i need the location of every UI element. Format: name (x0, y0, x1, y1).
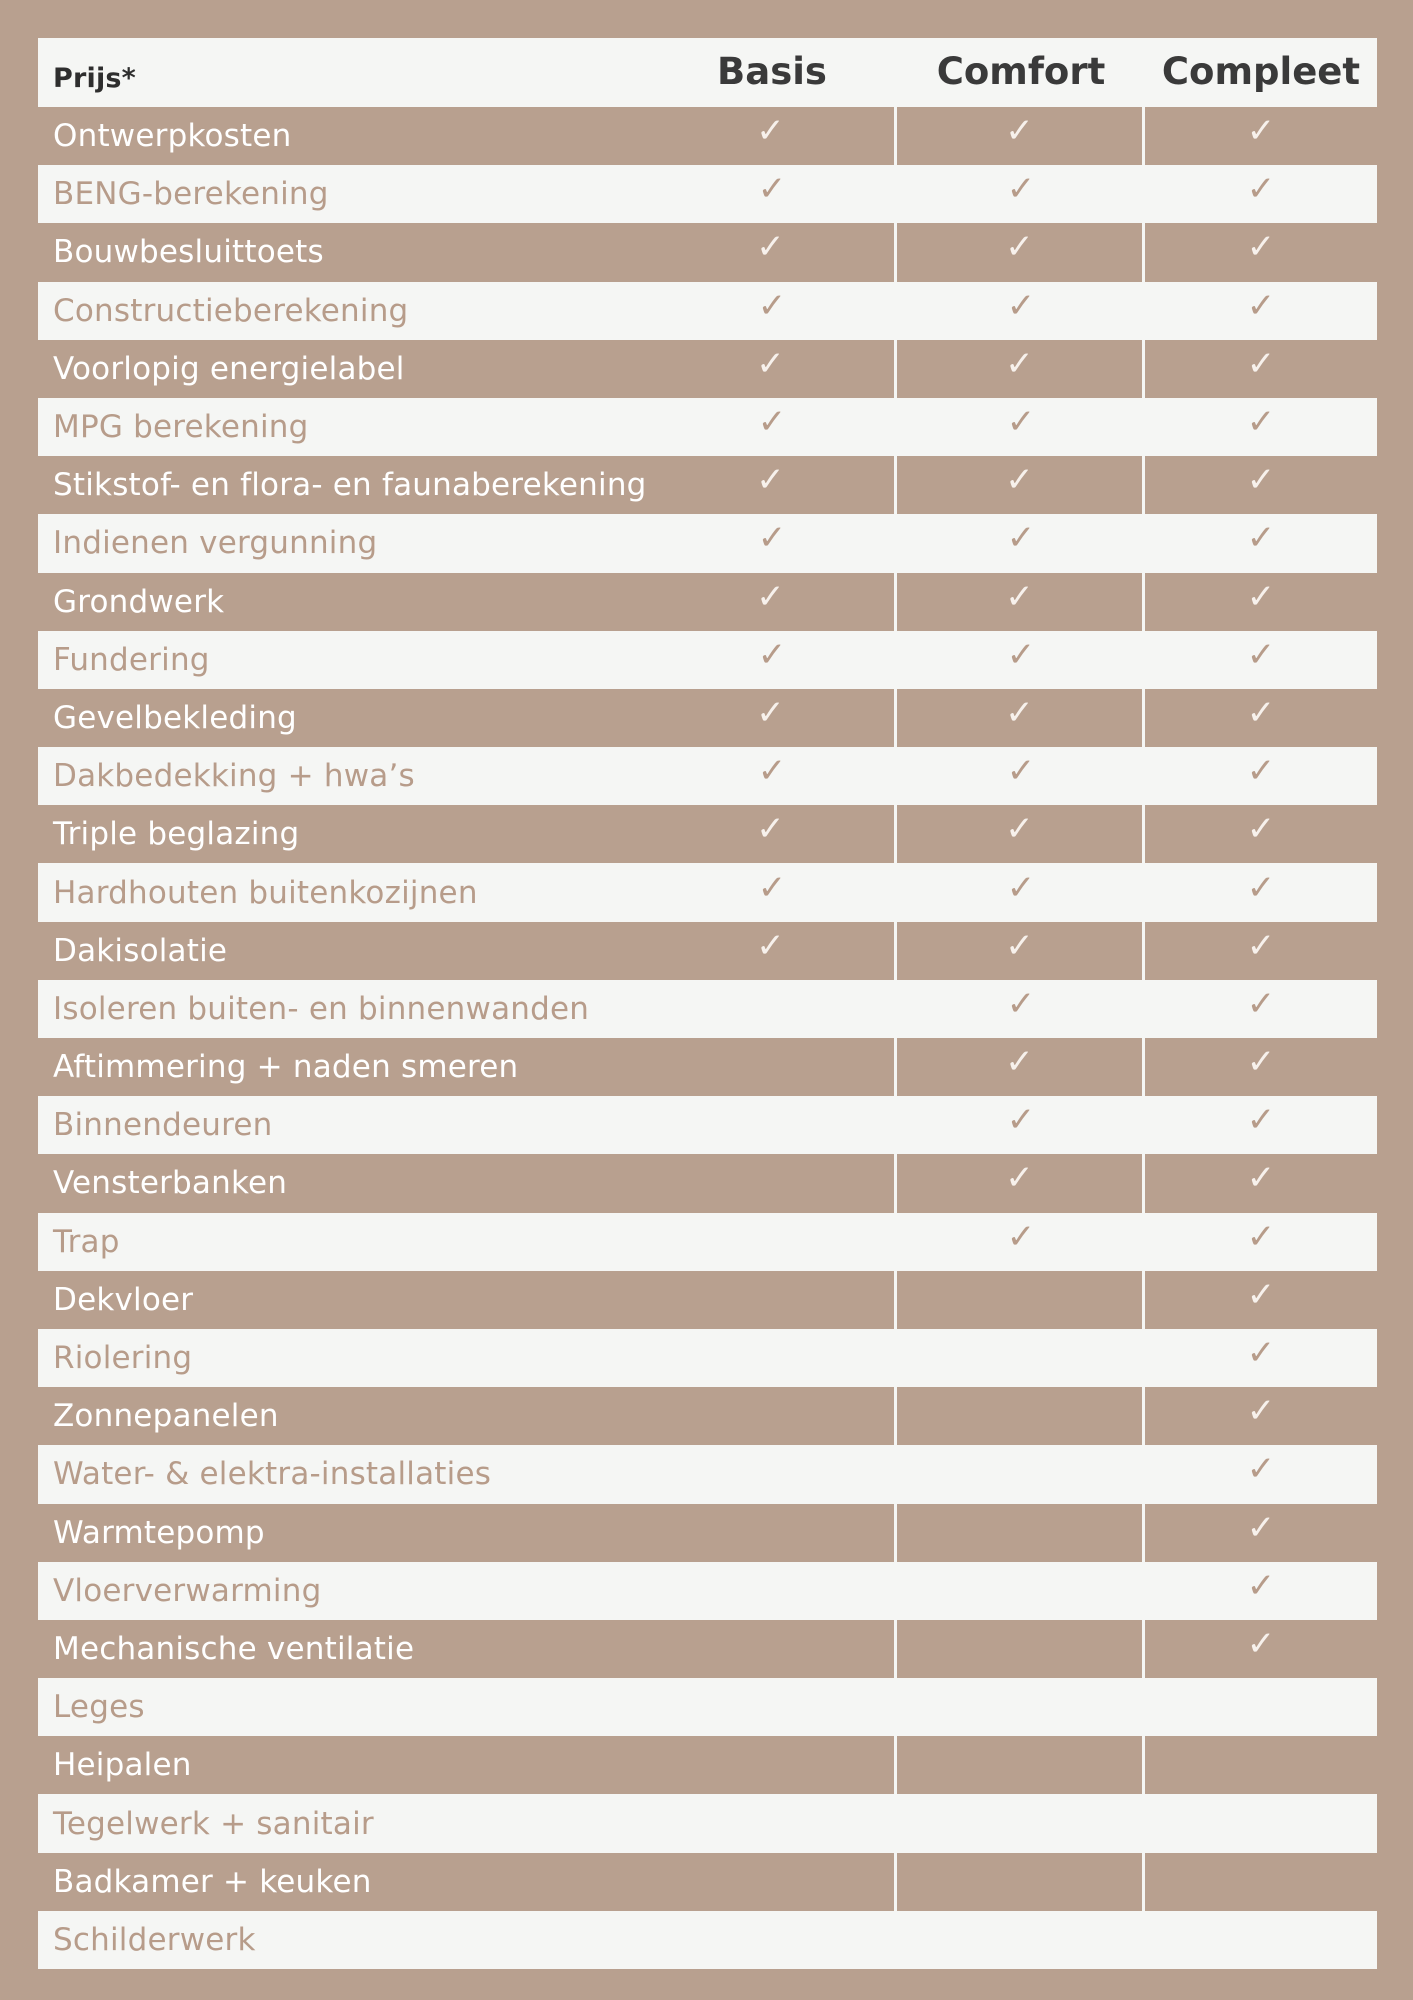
checkmark-icon: ✓ (1005, 576, 1034, 617)
checkmark-icon: ✓ (1246, 1216, 1276, 1257)
checkmark-icon: ✓ (757, 751, 787, 792)
feature-label: Warmtepomp (53, 1514, 265, 1551)
cell-compleet (1145, 1096, 1377, 1154)
cell-basis (647, 1794, 897, 1852)
cell-compleet (1145, 1911, 1377, 1969)
plan-compleet-heading: Compleet (1161, 50, 1361, 93)
cell-basis (647, 1154, 897, 1212)
checkmark-icon: ✓ (1006, 285, 1036, 326)
cell-comfort (897, 922, 1145, 980)
cell-comfort (897, 340, 1145, 398)
checkmark-icon: ✓ (1006, 1100, 1036, 1141)
checkmark-icon: ✓ (1246, 867, 1276, 908)
checkmark-icon: ✓ (1246, 1042, 1276, 1083)
cell-basis (647, 1445, 897, 1503)
cell-comfort (897, 1562, 1145, 1620)
checkmark-icon: ✓ (757, 634, 787, 675)
cell-basis (647, 805, 897, 863)
cell-basis (647, 1387, 897, 1445)
cell-basis (647, 1911, 897, 1969)
feature-label: Zonnepanelen (53, 1398, 279, 1435)
cell-comfort (897, 223, 1145, 281)
cell-comfort (897, 805, 1145, 863)
cell-comfort (897, 1620, 1145, 1678)
cell-compleet (1145, 223, 1377, 281)
cell-comfort (897, 1911, 1145, 1969)
cell-basis (647, 631, 897, 689)
checkmark-icon: ✓ (1246, 692, 1276, 733)
checkmark-icon: ✓ (1246, 460, 1276, 501)
cell-compleet (1145, 282, 1377, 340)
cell-comfort (897, 980, 1145, 1038)
checkmark-icon: ✓ (1246, 1449, 1276, 1490)
feature-label: Badkamer + keuken (53, 1863, 372, 1900)
cell-comfort (897, 514, 1145, 572)
cell-comfort (897, 863, 1145, 921)
checkmark-icon: ✓ (1246, 169, 1276, 210)
cell-compleet (1145, 980, 1377, 1038)
checkmark-icon: ✓ (1246, 285, 1276, 326)
cell-compleet (1145, 1445, 1377, 1503)
cell-comfort (897, 1271, 1145, 1329)
table-row (38, 1678, 1377, 1736)
cell-comfort (897, 1154, 1145, 1212)
feature-label: Heipalen (53, 1747, 192, 1784)
checkmark-icon: ✓ (756, 227, 785, 268)
checkmark-icon: ✓ (1005, 692, 1034, 733)
table-row (38, 107, 1377, 165)
plan-comfort-heading: Comfort (936, 50, 1106, 93)
cell-comfort (897, 282, 1145, 340)
cell-basis (647, 689, 897, 747)
table-row (38, 689, 1377, 747)
cell-compleet (1145, 805, 1377, 863)
cell-compleet (1145, 1853, 1377, 1911)
cell-comfort (897, 631, 1145, 689)
checkmark-icon: ✓ (1005, 227, 1034, 268)
cell-compleet (1145, 1620, 1377, 1678)
feature-label: Water- & elektra-installaties (53, 1456, 492, 1493)
cell-comfort (897, 1096, 1145, 1154)
checkmark-icon: ✓ (1006, 751, 1036, 792)
checkmark-icon: ✓ (1246, 1158, 1276, 1199)
table-row (38, 1911, 1377, 1969)
table-row (38, 456, 1377, 514)
checkmark-icon: ✓ (1246, 111, 1276, 152)
cell-basis (647, 398, 897, 456)
cell-comfort (897, 1445, 1145, 1503)
cell-comfort (897, 1387, 1145, 1445)
checkmark-icon: ✓ (1005, 925, 1034, 966)
pricing-comparison-table (38, 38, 1377, 1969)
feature-label: MPG berekening (53, 409, 309, 446)
feature-label: Constructieberekening (53, 292, 409, 329)
table-row (38, 514, 1377, 572)
cell-comfort (897, 165, 1145, 223)
checkmark-icon: ✓ (1246, 925, 1276, 966)
feature-label: Schilderwerk (53, 1921, 256, 1958)
feature-label: Voorlopig energielabel (53, 350, 405, 387)
cell-basis (647, 1271, 897, 1329)
table-row (38, 1445, 1377, 1503)
cell-compleet (1145, 922, 1377, 980)
table-header-row (38, 38, 1377, 107)
cell-compleet (1145, 1154, 1377, 1212)
cell-basis (647, 1213, 897, 1271)
cell-basis (647, 863, 897, 921)
checkmark-icon: ✓ (1246, 1333, 1276, 1374)
cell-compleet (1145, 1213, 1377, 1271)
checkmark-icon: ✓ (1246, 809, 1276, 850)
feature-label: Grondwerk (53, 583, 225, 620)
feature-label: Stikstof- en flora- en faunaberekening (53, 467, 647, 504)
checkmark-icon: ✓ (1246, 1391, 1276, 1432)
checkmark-icon: ✓ (1246, 343, 1276, 384)
checkmark-icon: ✓ (756, 111, 785, 152)
cell-basis (647, 165, 897, 223)
table-row (38, 1154, 1377, 1212)
table-row (38, 340, 1377, 398)
cell-compleet (1145, 398, 1377, 456)
plan-basis-heading: Basis (717, 50, 827, 93)
feature-label: Indienen vergunning (53, 525, 378, 562)
feature-label: Dakbedekking + hwa’s (53, 758, 415, 795)
checkmark-icon: ✓ (757, 518, 787, 559)
cell-comfort (897, 456, 1145, 514)
table-row (38, 747, 1377, 805)
feature-label: Leges (53, 1689, 145, 1726)
feature-label: Vensterbanken (53, 1165, 288, 1202)
checkmark-icon: ✓ (1006, 634, 1036, 675)
cell-comfort (897, 1678, 1145, 1736)
checkmark-icon: ✓ (756, 576, 785, 617)
cell-comfort (897, 1504, 1145, 1562)
cell-comfort (897, 1213, 1145, 1271)
table-row (38, 1620, 1377, 1678)
checkmark-icon: ✓ (1005, 343, 1034, 384)
checkmark-icon: ✓ (1246, 1623, 1276, 1664)
feature-label: Isoleren buiten- en binnenwanden (53, 990, 590, 1027)
table-row (38, 165, 1377, 223)
cell-comfort (897, 1853, 1145, 1911)
checkmark-icon: ✓ (757, 285, 787, 326)
cell-basis (647, 1504, 897, 1562)
table-row (38, 922, 1377, 980)
checkmark-icon: ✓ (1246, 518, 1276, 559)
checkmark-icon: ✓ (1246, 1274, 1276, 1315)
table-row (38, 1504, 1377, 1562)
cell-compleet (1145, 514, 1377, 572)
table-row (38, 1853, 1377, 1911)
table-row (38, 863, 1377, 921)
cell-compleet (1145, 107, 1377, 165)
checkmark-icon: ✓ (757, 867, 787, 908)
table-row (38, 631, 1377, 689)
cell-comfort (897, 107, 1145, 165)
cell-basis (647, 747, 897, 805)
cell-comfort (897, 573, 1145, 631)
cell-compleet (1145, 340, 1377, 398)
checkmark-icon: ✓ (757, 169, 787, 210)
checkmark-icon: ✓ (1006, 867, 1036, 908)
feature-label: Trap (53, 1223, 120, 1260)
table-row (38, 980, 1377, 1038)
feature-label: Bouwbesluittoets (53, 234, 324, 271)
checkmark-icon: ✓ (1005, 111, 1034, 152)
checkmark-icon: ✓ (756, 925, 785, 966)
cell-comfort (897, 689, 1145, 747)
cell-compleet (1145, 747, 1377, 805)
feature-label: Fundering (53, 641, 210, 678)
feature-label: Gevelbekleding (53, 699, 297, 736)
table-row (38, 1329, 1377, 1387)
cell-compleet (1145, 1794, 1377, 1852)
table-row (38, 1271, 1377, 1329)
cell-basis (647, 1620, 897, 1678)
cell-comfort (897, 1329, 1145, 1387)
cell-basis (647, 1678, 897, 1736)
table-row (38, 398, 1377, 456)
checkmark-icon: ✓ (756, 692, 785, 733)
cell-basis (647, 573, 897, 631)
feature-label: BENG-berekening (53, 176, 329, 213)
checkmark-icon: ✓ (1006, 169, 1036, 210)
feature-label: Hardhouten buitenkozijnen (53, 874, 478, 911)
cell-basis (647, 1853, 897, 1911)
cell-compleet (1145, 456, 1377, 514)
cell-compleet (1145, 1562, 1377, 1620)
cell-comfort (897, 747, 1145, 805)
feature-label: Dakisolatie (53, 932, 228, 969)
checkmark-icon: ✓ (756, 809, 785, 850)
cell-comfort (897, 1038, 1145, 1096)
cell-comfort (897, 398, 1145, 456)
checkmark-icon: ✓ (1006, 402, 1036, 443)
cell-basis (647, 514, 897, 572)
checkmark-icon: ✓ (1246, 1565, 1276, 1606)
feature-label: Binnendeuren (53, 1107, 273, 1144)
checkmark-icon: ✓ (1005, 460, 1034, 501)
checkmark-icon: ✓ (1246, 402, 1276, 443)
cell-basis (647, 922, 897, 980)
cell-compleet (1145, 1678, 1377, 1736)
table-row (38, 1736, 1377, 1794)
cell-compleet (1145, 1329, 1377, 1387)
feature-label: Riolering (53, 1340, 193, 1377)
checkmark-icon: ✓ (756, 460, 785, 501)
table-row (38, 282, 1377, 340)
feature-label: Tegelwerk + sanitair (53, 1805, 374, 1842)
cell-basis (647, 1736, 897, 1794)
table-row (38, 223, 1377, 281)
cell-basis (647, 456, 897, 514)
checkmark-icon: ✓ (1005, 809, 1034, 850)
checkmark-icon: ✓ (757, 402, 787, 443)
feature-label: Vloerverwarming (53, 1572, 322, 1609)
table-row (38, 1096, 1377, 1154)
checkmark-icon: ✓ (1246, 576, 1276, 617)
table-row (38, 1794, 1377, 1852)
cell-basis (647, 107, 897, 165)
checkmark-icon: ✓ (1005, 1158, 1034, 1199)
cell-basis (647, 1562, 897, 1620)
checkmark-icon: ✓ (1246, 983, 1276, 1024)
cell-basis (647, 1038, 897, 1096)
checkmark-icon: ✓ (1006, 518, 1036, 559)
cell-compleet (1145, 1504, 1377, 1562)
checkmark-icon: ✓ (1005, 1042, 1034, 1083)
checkmark-icon: ✓ (1246, 1100, 1276, 1141)
feature-label: Triple beglazing (53, 816, 300, 853)
cell-basis (647, 223, 897, 281)
feature-label: Mechanische ventilatie (53, 1630, 415, 1667)
checkmark-icon: ✓ (1246, 227, 1276, 268)
cell-compleet (1145, 1736, 1377, 1794)
cell-basis (647, 340, 897, 398)
cell-compleet (1145, 863, 1377, 921)
table-row (38, 1562, 1377, 1620)
cell-basis (647, 1096, 897, 1154)
cell-compleet (1145, 1271, 1377, 1329)
checkmark-icon: ✓ (1246, 751, 1276, 792)
table-row (38, 1038, 1377, 1096)
cell-comfort (897, 1794, 1145, 1852)
table-row (38, 1213, 1377, 1271)
feature-rows (38, 107, 1377, 1969)
cell-comfort (897, 1736, 1145, 1794)
checkmark-icon: ✓ (1006, 983, 1036, 1024)
cell-basis (647, 1329, 897, 1387)
checkmark-icon: ✓ (1246, 1507, 1276, 1548)
feature-label: Dekvloer (53, 1281, 194, 1318)
cell-basis (647, 980, 897, 1038)
feature-label: Aftimmering + naden smeren (53, 1049, 519, 1086)
feature-label: Ontwerpkosten (53, 118, 292, 155)
cell-compleet (1145, 573, 1377, 631)
table-row (38, 1387, 1377, 1445)
checkmark-icon: ✓ (1006, 1216, 1036, 1257)
checkmark-icon: ✓ (1246, 634, 1276, 675)
cell-compleet (1145, 1387, 1377, 1445)
table-row (38, 805, 1377, 863)
cell-compleet (1145, 1038, 1377, 1096)
checkmark-icon: ✓ (756, 343, 785, 384)
cell-compleet (1145, 631, 1377, 689)
cell-compleet (1145, 689, 1377, 747)
price-label: Prijs* (53, 63, 137, 94)
table-row (38, 573, 1377, 631)
cell-basis (647, 282, 897, 340)
cell-compleet (1145, 165, 1377, 223)
